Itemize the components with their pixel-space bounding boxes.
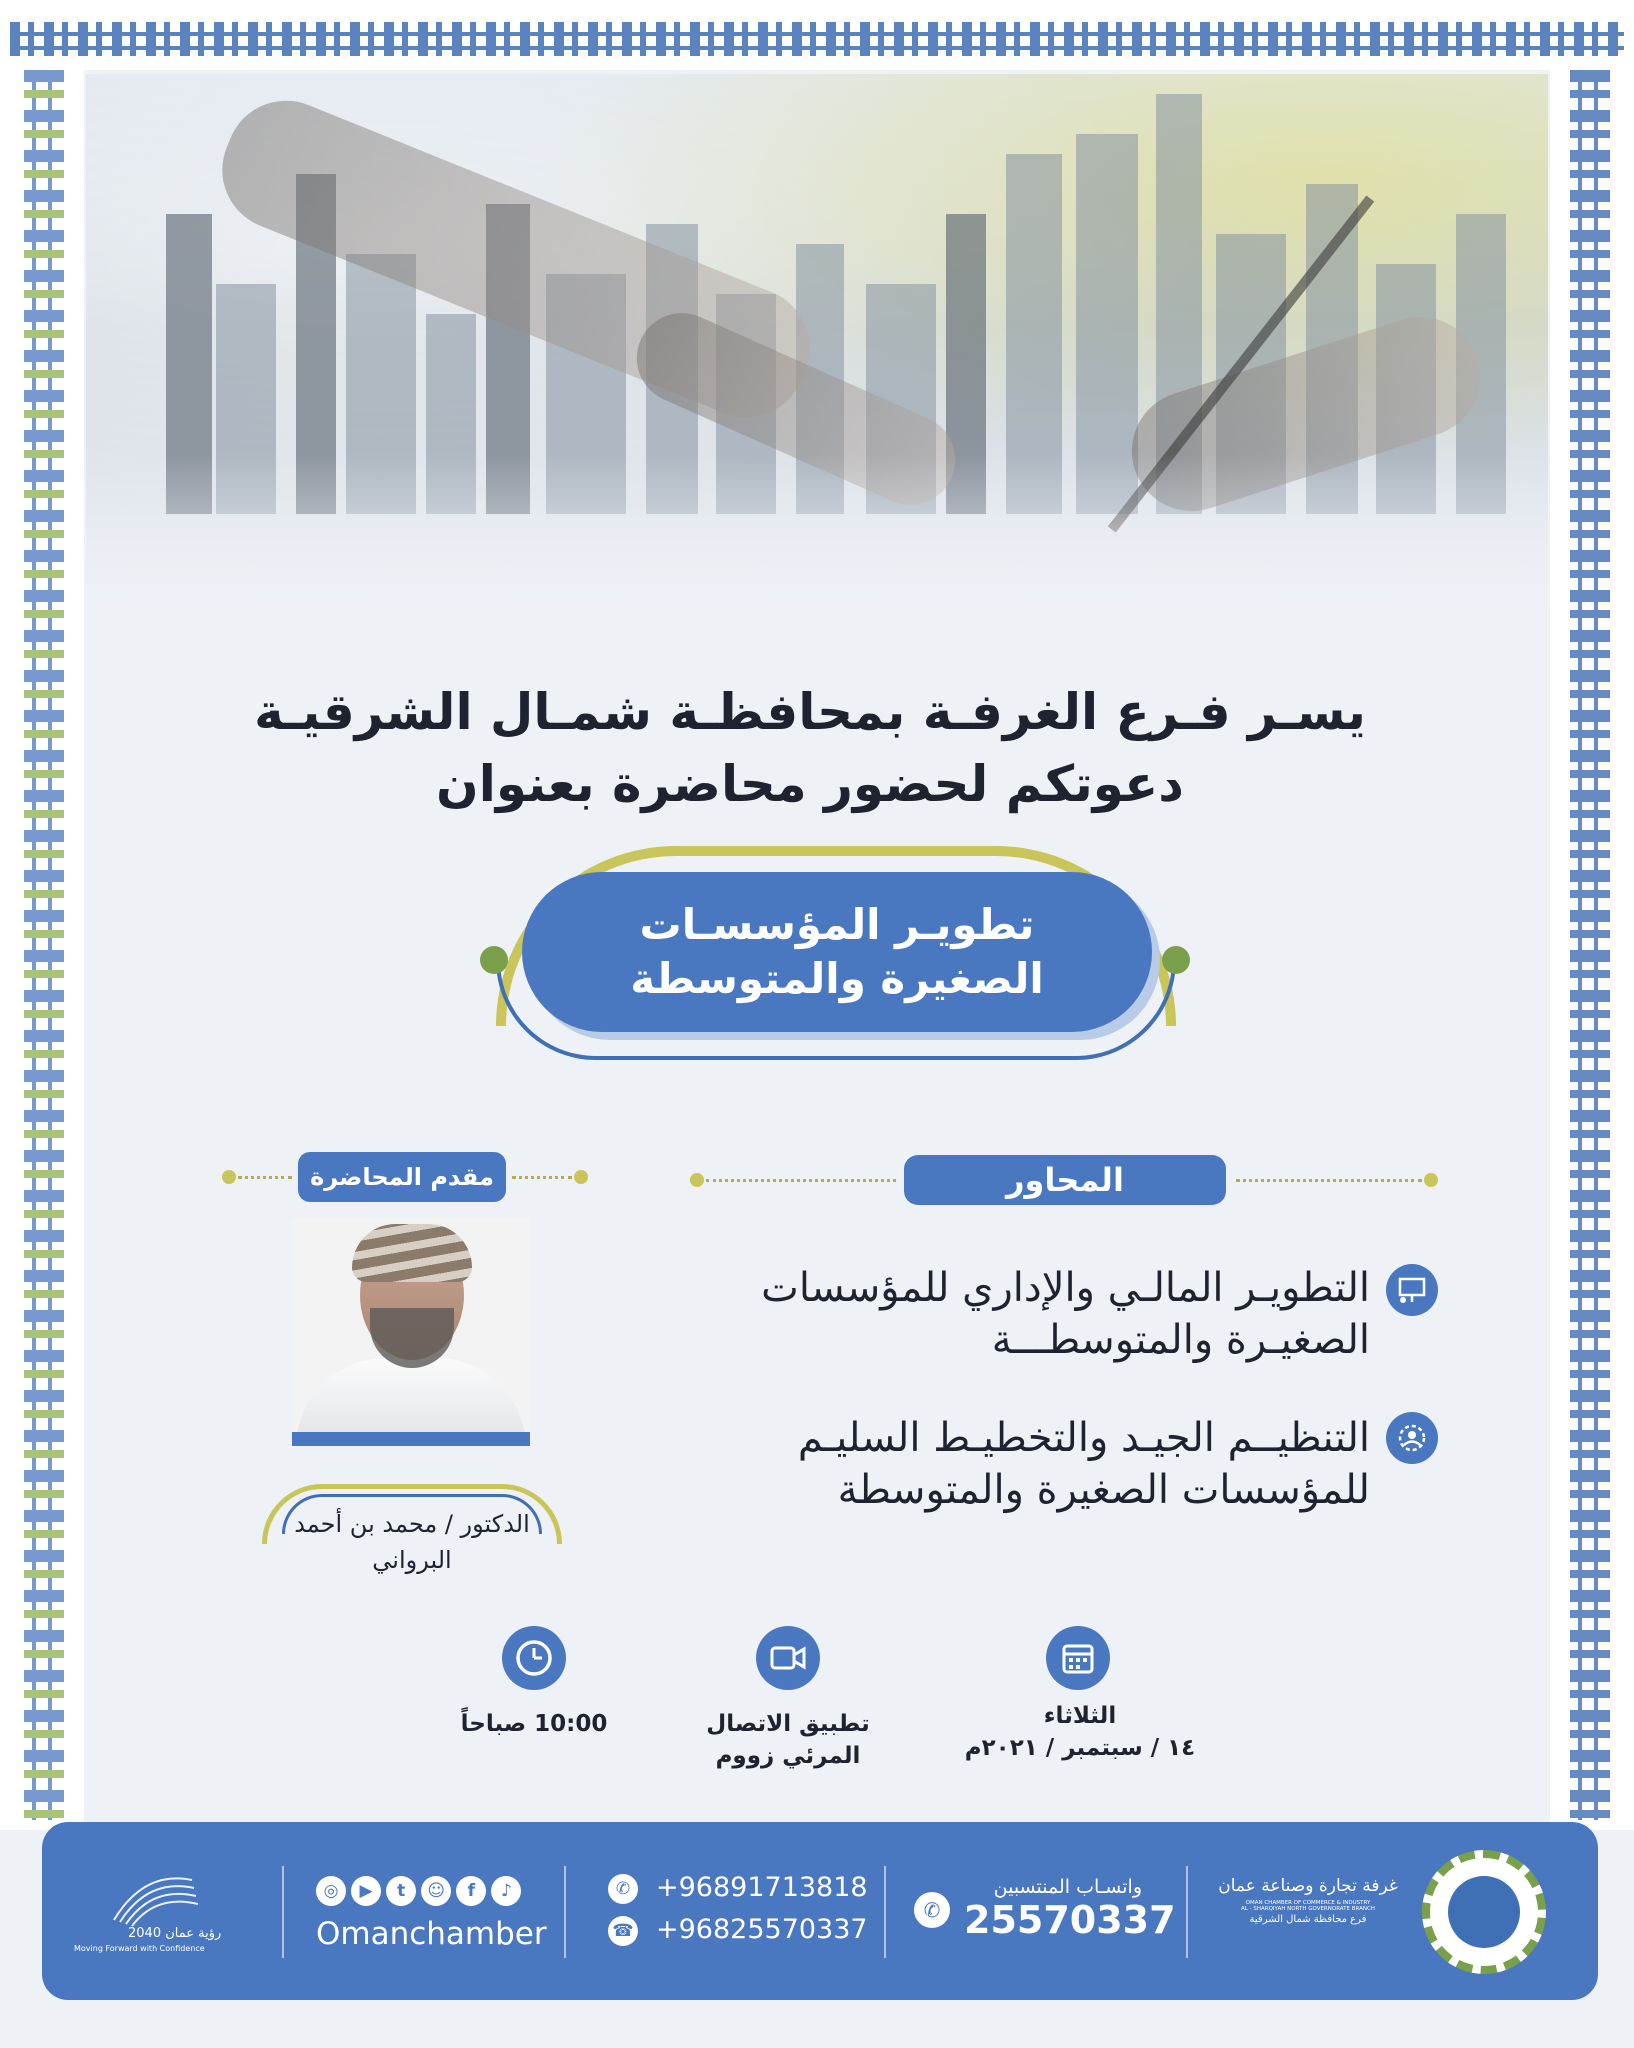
left-pattern-border (0, 70, 84, 1830)
presentation-icon (1386, 1264, 1438, 1316)
presenter-name (212, 1506, 612, 1578)
hero-image (86, 74, 1548, 634)
event-day: الثلاثاء (1043, 1703, 1117, 1729)
axis-item-2-line-1: التنظيــم الجيـد والتخطيـط السليـم (797, 1415, 1370, 1461)
phone-1[interactable]: +96891713818 (656, 1872, 868, 1903)
lecture-title-line-1: تطويـر المؤسسـات (639, 900, 1035, 949)
chamber-name-ar: غرفة تجارة وصناعة عمان (1218, 1876, 1398, 1896)
top-pattern-border (0, 0, 1634, 70)
tiktok-icon[interactable]: ♪ (491, 1876, 521, 1906)
chamber-name-en: OMAN CHAMBER OF COMMERCE & INDUSTRY (1245, 1900, 1371, 1906)
event-platform (668, 1708, 908, 1772)
oman-vision-logo (74, 1860, 222, 1960)
phone-2[interactable]: +96825570337 (656, 1914, 868, 1945)
event-platform-line-1: تطبيق الاتصال (706, 1711, 870, 1737)
instagram-icon[interactable]: ◎ (316, 1876, 346, 1906)
event-date (930, 1700, 1230, 1764)
facebook-icon[interactable]: f (456, 1876, 486, 1906)
team-gear-icon (1386, 1412, 1438, 1464)
video-camera-icon (756, 1626, 820, 1690)
right-pattern-border (1550, 70, 1634, 1830)
whatsapp-members-icon: ✆ (914, 1892, 950, 1928)
phone-row-1 (608, 1874, 908, 1914)
event-time: 10:00 صباحاً (460, 1711, 608, 1737)
intro-line-1: يسـر فـرع الغرفـة بمحافظـة شمـال الشرقيـة (254, 683, 1366, 741)
chamber-branch-ar: فرع محافظة شمال الشرقية (1249, 1914, 1367, 1925)
twitter-icon[interactable]: t (386, 1876, 416, 1906)
title-dot-left (480, 946, 508, 974)
whatsapp-members-number[interactable]: 25570337 (964, 1898, 1176, 1942)
event-platform-line-2: المرئي زووم (715, 1743, 861, 1769)
phone-row-2 (608, 1916, 908, 1956)
presenter-label: مقدم المحاضرة (298, 1152, 506, 1202)
presenter-name-line-2: البرواني (372, 1546, 452, 1574)
whatsapp-icon: ✆ (608, 1874, 638, 1904)
axis-item-2-line-2: للمؤسسات الصغيرة والمتوسطة (837, 1467, 1370, 1513)
whatsapp-members-label: واتسـاب المنتسبين (993, 1876, 1142, 1898)
axis-item-1-line-1: التطويـر المالـي والإداري للمؤسسات (761, 1265, 1370, 1311)
event-date-value: ١٤ / سبتمبر / ٢٠٢١م (964, 1735, 1196, 1761)
chamber-logo-text (1218, 1876, 1398, 1956)
lecture-title-line-2: الصغيرة والمتوسطة (630, 954, 1044, 1003)
social-handle[interactable]: Omanchamber (316, 1916, 547, 1952)
snapchat-icon[interactable]: ☺ (421, 1876, 451, 1906)
social-icons (316, 1876, 546, 1912)
vision-tagline: Moving Forward with Confidence (74, 1944, 205, 1953)
axis-item-1 (640, 1262, 1370, 1366)
axis-item-1-line-2: الصغيـرة والمتوسطـــة (991, 1317, 1370, 1363)
calendar-icon (1046, 1626, 1110, 1690)
axes-label: المحاور (904, 1155, 1226, 1205)
phone-icon: ☎ (608, 1916, 638, 1946)
lecture-title (522, 872, 1152, 1032)
clock-icon (502, 1626, 566, 1690)
axis-item-2 (640, 1412, 1370, 1516)
title-dot-right (1162, 946, 1190, 974)
youtube-icon[interactable]: ▶ (351, 1876, 381, 1906)
vision-text: رؤية عمان 2040 (128, 1926, 222, 1941)
chamber-branch-en: AL - SHARQIYAH NORTH GOVERNORATE BRANCH (1241, 1906, 1375, 1912)
presenter-name-line-1: الدكتور / محمد بن أحمد (294, 1510, 530, 1538)
chamber-seal-logo (1422, 1850, 1546, 1974)
presenter-photo (292, 1218, 530, 1432)
intro-line-2: دعوتكم لحضور محاضرة بعنوان (436, 755, 1184, 813)
